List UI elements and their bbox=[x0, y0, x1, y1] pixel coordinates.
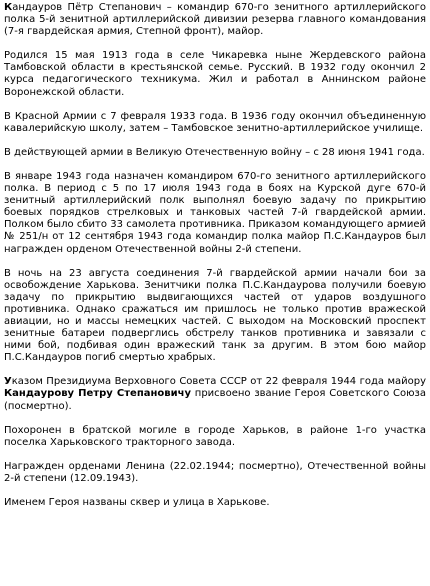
burial-paragraph: Похоронен в братской могиле в городе Харьков, в районе 1-го участка поселка Харьковского тракторного завода. bbox=[4, 424, 426, 448]
army-service-paragraph: В Красной Армии с 7 февраля 1933 года. В 1936 году окончил объединенную кавалерийскую школу, затем – Тамбовское зенитно-артиллерийское училище. bbox=[4, 110, 426, 134]
memorial-paragraph: Именем Героя названы сквер и улица в Харькове. bbox=[4, 497, 270, 508]
regiment-command-paragraph: В январе 1943 года назначен командиром 670-го зенитного артиллерийского полка. В период с 5 по 17 июля 1943 года в боях на Курской дуге 670-й зенитный артиллерийский полк выполнял боевую задачу по прикрытию боевых порядков стрелковых и танковых частей 7-й гвардейской армии. Полком было сбито 33 самолета противника. Приказом командующего армией № 251/н от 12 сентября 1943 года командир полка майор П.С.Кандауров был награжден орденом Отечественной войны 2-й степени. bbox=[4, 170, 426, 255]
war-start-paragraph: В действующей армии в Великую Отечественную войну – с 28 июня 1941 года. bbox=[4, 146, 425, 158]
intro-paragraph bbox=[4, 2, 426, 38]
birth-paragraph: Родился 15 мая 1913 года в селе Чикаревка ныне Жердевского района Тамбовской области в крестьянской семье. Русский. В 1932 году окончил 2 курса педагогического техникума. Жил и работал в Аннинском районе Воронежской области. bbox=[4, 50, 426, 98]
decree-text-part2: присвоено звание Героя Советского Союза (посмертно). bbox=[4, 388, 426, 412]
awards-paragraph: Награжден орденами Ленина (22.02.1944; посмертно), Отечественной войны 2-й степени (12.09.1943). bbox=[4, 460, 426, 484]
decree-text-part1: казом Президиума Верховного Совета СССР от 22 февраля 1944 года майору bbox=[11, 376, 426, 388]
decree-initial: У bbox=[4, 376, 12, 388]
biography-document bbox=[4, 2, 426, 521]
hero-decree-paragraph bbox=[4, 376, 426, 412]
intro-initial: К bbox=[4, 2, 13, 13]
hero-name: Кандаурову Петру Степановичу bbox=[4, 388, 191, 400]
intro-text: андауров Пётр Степанович – командир 670-го зенитного артиллерийского полка 5-й зенитной артиллерийской дивизии резерва главного командования (7-я гвардейская армия, Степной фронт), майор. bbox=[4, 2, 426, 38]
kharkov-battle-paragraph: В ночь на 23 августа соединения 7-й гвардейской армии начали бои за освобождение Харькова. Зенитчики полка П.С.Кандаурова получили боевую задачу по прикрытию выдвигающихся частей от ударов воздушного противника. Однако сражаться им пришлось не только против вражеской авиации, но и массы немецких частей. С выходом на Московский проспект зенитные батареи подверглись обстрелу танков противника и завязали с ними бой, подбивая один вражеский танк за другим. В этом бою майор П.С.Кандауров погиб смертью храбрых. bbox=[4, 267, 426, 364]
